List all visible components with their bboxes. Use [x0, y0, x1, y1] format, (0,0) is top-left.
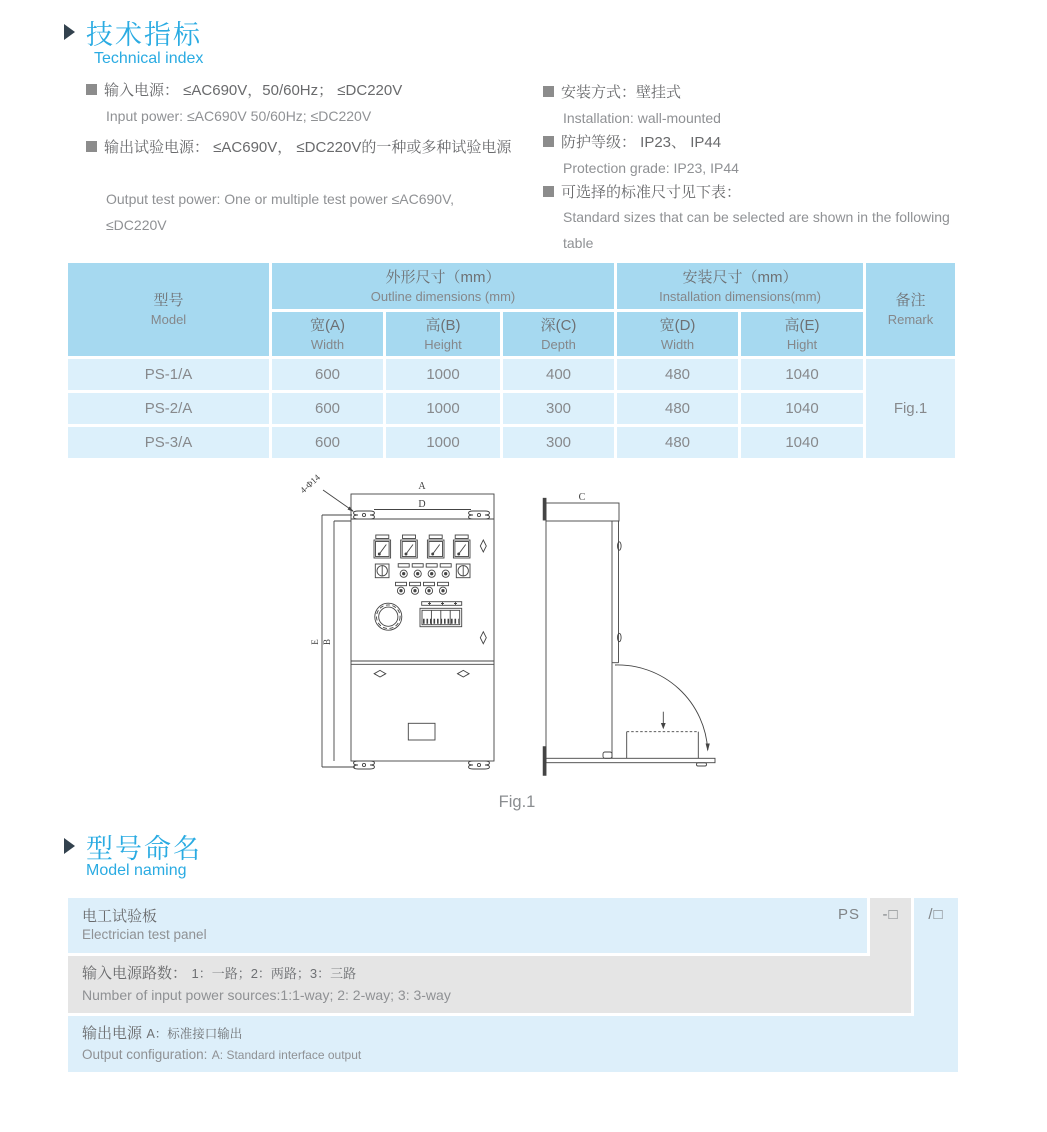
section1-title: 技术指标	[86, 20, 202, 50]
switch-row	[375, 564, 470, 578]
figure-1-drawing	[290, 462, 750, 814]
spec-input-power-cn: 输入电源： ≤AC690V，50/60Hz； ≤DC220V	[104, 82, 403, 99]
subheader-cn: 宽(A)	[310, 316, 345, 334]
cell-value: 400	[545, 366, 572, 383]
table-row	[386, 427, 500, 458]
rotary-knob	[375, 603, 402, 630]
subheader-cn: 高(B)	[425, 316, 461, 334]
table-row	[741, 427, 863, 458]
bullet-square-icon	[543, 86, 554, 97]
cell-value: 1000	[426, 366, 460, 383]
header-install-cn: 安装尺寸（mm）	[682, 268, 798, 286]
naming-output-cn-rest: A：标准接口输出	[146, 1027, 243, 1041]
bullet-square-icon	[543, 136, 554, 147]
cell-value: 480	[664, 400, 691, 417]
panel-meters	[374, 535, 470, 558]
spec-sizes-cn: 可选择的标准尺寸见下表：	[561, 184, 742, 201]
table-row	[617, 359, 738, 390]
subheader-cn: 深(C)	[540, 316, 577, 334]
bullet-square-icon	[543, 186, 554, 197]
section2-subtitle: Model naming	[86, 862, 187, 879]
subheader-en: Width	[660, 336, 695, 352]
spec-input-power-en: Input power: ≤AC690V 50/60Hz; ≤DC220V	[106, 108, 372, 124]
header-remark-cn: 备注	[895, 292, 926, 309]
header-model-cn: 型号	[153, 292, 184, 309]
naming-row-product	[68, 898, 867, 953]
naming-output-en-label: Output configuration:	[82, 1047, 208, 1062]
door-fastener	[458, 670, 470, 677]
table-row-model	[68, 427, 269, 458]
naming-input-cn-label: 输入电源路数：	[82, 965, 188, 982]
table-row	[386, 393, 500, 424]
cell-value: 480	[664, 434, 691, 451]
table-row	[503, 427, 614, 458]
cell-value: 600	[314, 366, 341, 383]
subheader-en: Hight	[786, 336, 818, 352]
dim-label-a: A	[418, 481, 426, 492]
naming-input-cn	[82, 962, 356, 983]
spec-output-power-cn: 输出试验电源： ≤AC690V， ≤DC220V的一种或多种试验电源	[104, 139, 512, 156]
header-remark-en: Remark	[887, 312, 934, 327]
naming-output-cn	[82, 1022, 242, 1043]
table-row	[617, 393, 738, 424]
cell-value: 600	[314, 400, 341, 417]
spec-protection-cn: 防护等级： IP23、 IP44	[561, 134, 722, 151]
mounting-bracket	[354, 511, 490, 519]
wall-lug	[543, 498, 546, 520]
spec-protection-en: Protection grade: IP23, IP44	[563, 160, 739, 176]
cell-value: 1000	[426, 400, 460, 417]
dim-label-e: E	[310, 639, 320, 645]
cell-value: 1040	[785, 434, 819, 451]
table-subheader-width-d	[617, 312, 738, 356]
table-row	[741, 393, 863, 424]
figure-caption: Fig.1	[498, 793, 536, 811]
subheader-cn: 宽(D)	[659, 316, 696, 334]
table-header-outline-group	[272, 263, 614, 309]
section2-title: 型号命名	[86, 834, 202, 864]
naming-output-en-rest: A: Standard interface output	[211, 1048, 362, 1062]
table-row	[617, 427, 738, 458]
spec-installation-cn: 安装方式：壁挂式	[561, 84, 682, 101]
section1-subtitle: Technical index	[94, 50, 204, 67]
naming-code-input: -□	[882, 906, 899, 923]
cell-value: Fig.1	[893, 400, 928, 417]
table-row-model	[68, 393, 269, 424]
cell-value: 1040	[785, 400, 819, 417]
naming-product-en: Electrician test panel	[82, 927, 207, 942]
table-subheader-hight-e	[741, 312, 863, 356]
mounting-bracket	[354, 761, 490, 769]
spec-output-power-en: Output test power: One or multiple test power ≤AC690V, ≤DC220V	[106, 191, 455, 233]
spec-sizes-en: Standard sizes that can be selected are shown in the following table	[563, 209, 950, 251]
fold-out-shelf	[603, 732, 698, 759]
naming-code-ps: PS	[837, 906, 860, 923]
naming-code-output: /□	[928, 906, 944, 923]
naming-input-en: Number of input power sources:1:1-way; 2: 2-way; 3: 3-way	[82, 987, 451, 1003]
header-outline-cn: 外形尺寸（mm）	[385, 268, 501, 286]
table-row	[386, 359, 500, 390]
spec-installation-en: Installation: wall-mounted	[563, 110, 721, 126]
table-row	[272, 427, 383, 458]
dim-label-d: D	[418, 499, 426, 510]
table-subheader-width-a	[272, 312, 383, 356]
bullet-square-icon	[86, 84, 97, 95]
table-row	[272, 359, 383, 390]
section-arrow-icon	[64, 838, 75, 854]
dim-label-b: B	[322, 638, 332, 646]
header-outline-en: Outline dimensions (mm)	[370, 288, 516, 304]
terminal-block	[420, 602, 462, 627]
cell-value: PS-2/A	[144, 400, 193, 417]
cell-value: PS-1/A	[144, 366, 193, 383]
door-handle	[480, 632, 486, 644]
hinge	[618, 542, 622, 550]
naming-input-cn-rest: 1：一路；2：两路；3：三路	[191, 966, 357, 981]
cell-value: 1040	[785, 366, 819, 383]
subheader-en: Width	[310, 336, 345, 352]
naming-output-cn-label: 输出电源	[82, 1025, 143, 1042]
subheader-cn: 高(E)	[784, 316, 820, 334]
door-fastener	[374, 670, 386, 677]
table-row	[503, 393, 614, 424]
cell-value: 300	[545, 400, 572, 417]
cell-value: PS-3/A	[144, 434, 193, 451]
table-row	[272, 393, 383, 424]
indicator-row	[396, 582, 449, 594]
subheader-en: Depth	[541, 336, 576, 352]
table-header-model	[68, 263, 269, 356]
subheader-en: Height	[424, 336, 462, 352]
door-handle	[480, 540, 486, 552]
table-remark-cell	[866, 359, 955, 458]
dimensions-table	[68, 263, 955, 458]
table-header-install-group	[617, 263, 863, 309]
cell-value: 480	[664, 366, 691, 383]
header-install-en: Installation dimensions(mm)	[659, 288, 821, 304]
section-arrow-icon	[64, 24, 75, 40]
naming-product-cn: 电工试验板	[82, 908, 158, 925]
table-row-model	[68, 359, 269, 390]
table-row	[741, 359, 863, 390]
bullet-square-icon	[86, 141, 97, 152]
cell-value: 300	[545, 434, 572, 451]
naming-output-en	[82, 1046, 361, 1064]
table-subheader-depth-c	[503, 312, 614, 356]
table-subheader-height-b	[386, 312, 500, 356]
table-header-remark	[866, 263, 955, 356]
cell-value: 600	[314, 434, 341, 451]
cell-value: 1000	[426, 434, 460, 451]
table-row	[503, 359, 614, 390]
hole-callout-label: 4-Φ14	[298, 472, 322, 496]
dim-label-c: C	[578, 492, 586, 503]
nameplate	[408, 723, 435, 740]
header-model-en: Model	[150, 312, 187, 327]
hinge	[618, 633, 622, 641]
